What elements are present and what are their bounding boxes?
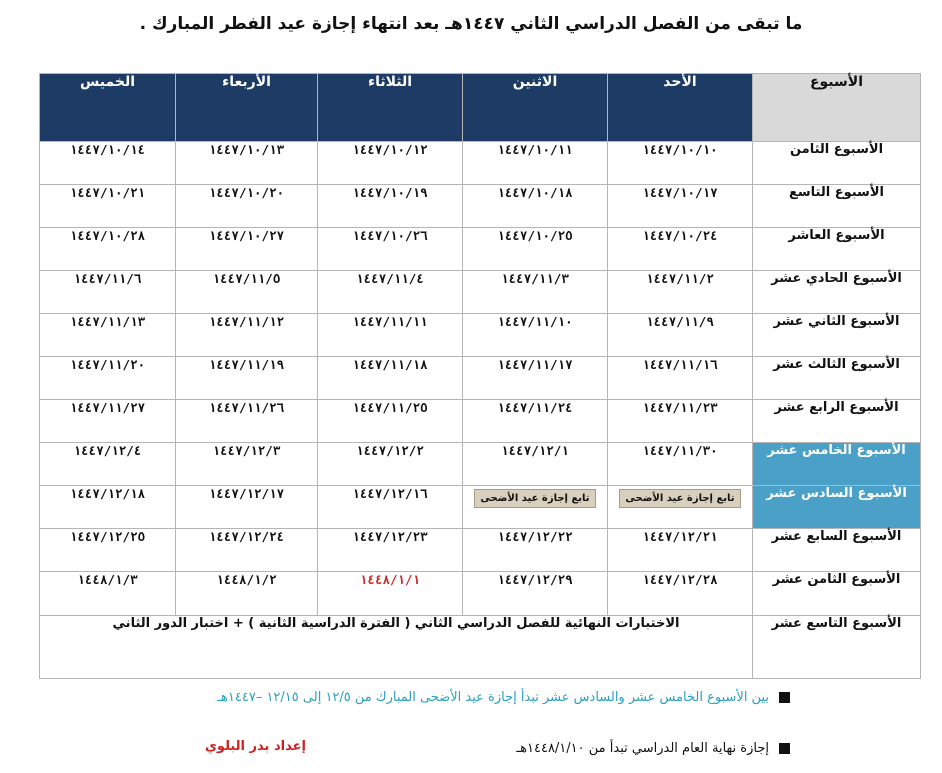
- table-row: [40, 486, 921, 529]
- date-cell: ١٤٤٧/١٠/٢١: [40, 185, 176, 228]
- final-exams-cell: الاختبارات النهائية للفصل الدراسي الثاني ( الفترة الدراسية الثانية ) + اختبار الدور الثاني: [40, 615, 753, 678]
- date-cell: ١٤٤٧/١١/٤: [318, 271, 463, 314]
- table-row: [40, 314, 921, 357]
- date-cell: ١٤٤٧/١١/٢٥: [318, 400, 463, 443]
- header-tuesday: الثلاثاء: [318, 74, 463, 142]
- week-label-highlighted: الأسبوع السادس عشر: [753, 486, 921, 529]
- holiday-note-cell: [463, 486, 608, 529]
- table-row: [40, 572, 921, 615]
- date-cell: ١٤٤٧/١٢/٢٨: [608, 572, 753, 615]
- bullet-text: إجازة نهاية العام الدراسي تبدأ من ١٤٤٨/١/١٠هـ: [516, 741, 769, 756]
- date-cell-new-year: ١٤٤٨/١/١: [318, 572, 463, 615]
- date-cell: ١٤٤٧/١٢/٢٣: [318, 529, 463, 572]
- week-label: الأسبوع الثامن: [753, 142, 921, 185]
- header-thursday: الخميس: [40, 74, 176, 142]
- date-cell: ١٤٤٧/١٢/٢: [318, 443, 463, 486]
- table-row: [40, 400, 921, 443]
- week-label: الأسبوع الثاني عشر: [753, 314, 921, 357]
- date-cell: ١٤٤٧/١١/١٧: [463, 357, 608, 400]
- date-cell: ١٤٤٧/١١/١١: [318, 314, 463, 357]
- bullet-eid-holiday: [217, 690, 790, 705]
- date-cell: ١٤٤٧/١٠/١٩: [318, 185, 463, 228]
- bullet-square-icon: [779, 743, 790, 754]
- date-cell: ١٤٤٧/١١/٦: [40, 271, 176, 314]
- date-cell: ١٤٤٧/١٠/١٨: [463, 185, 608, 228]
- author-credit: إعداد بدر البلوي: [205, 739, 306, 754]
- date-cell: ١٤٤٧/١٢/١: [463, 443, 608, 486]
- bullet-text: بين الأسبوع الخامس عشر والسادس عشر تبدأ إجازة عيد الأضحى المبارك من ١٢/٥ إلى ١٢/١٥ –١٤٤٧هـ: [217, 690, 769, 705]
- date-cell: ١٤٤٧/١٠/٢٠: [176, 185, 318, 228]
- date-cell: ١٤٤٧/١٠/١٠: [608, 142, 753, 185]
- table-row: [40, 228, 921, 271]
- date-cell: ١٤٤٧/١١/١٢: [176, 314, 318, 357]
- date-cell: ١٤٤٧/١٠/٢٧: [176, 228, 318, 271]
- week-label: الأسبوع الحادي عشر: [753, 271, 921, 314]
- page-title: ما تبقى من الفصل الدراسي الثاني ١٤٤٧هـ بعد انتهاء إجازة عيد الفطر المبارك .: [139, 14, 803, 34]
- date-cell: ١٤٤٧/١٠/١٧: [608, 185, 753, 228]
- date-cell: ١٤٤٧/١٠/١١: [463, 142, 608, 185]
- date-cell: ١٤٤٧/١٢/١٧: [176, 486, 318, 529]
- date-cell: ١٤٤٧/١١/١٣: [40, 314, 176, 357]
- holiday-note: تابع إجازة عيد الأضحى: [619, 489, 741, 508]
- table-row: [40, 271, 921, 314]
- table-row: [40, 443, 921, 486]
- header-monday: الاثنين: [463, 74, 608, 142]
- date-cell: ١٤٤٧/١١/٢٣: [608, 400, 753, 443]
- date-cell: ١٤٤٧/١١/٣٠: [608, 443, 753, 486]
- header-wednesday: الأربعاء: [176, 74, 318, 142]
- date-cell: ١٤٤٧/١٢/١٨: [40, 486, 176, 529]
- holiday-note: تابع إجازة عيد الأضحى: [474, 489, 596, 508]
- date-cell: ١٤٤٧/١١/١٩: [176, 357, 318, 400]
- date-cell: ١٤٤٧/١٠/٢٤: [608, 228, 753, 271]
- week-label: الأسبوع التاسع عشر: [753, 615, 921, 678]
- date-cell: ١٤٤٧/١٠/٢٦: [318, 228, 463, 271]
- header-row: [40, 74, 921, 142]
- date-cell: ١٤٤٧/١١/٩: [608, 314, 753, 357]
- date-cell: ١٤٤٧/١٠/٢٨: [40, 228, 176, 271]
- holiday-note-cell: [608, 486, 753, 529]
- date-cell: ١٤٤٧/١٢/٤: [40, 443, 176, 486]
- date-cell: ١٤٤٧/١١/٢٤: [463, 400, 608, 443]
- week-label: الأسبوع التاسع: [753, 185, 921, 228]
- table-row: [40, 142, 921, 185]
- bullet-square-icon: [779, 692, 790, 703]
- date-cell: ١٤٤٧/١١/٢٧: [40, 400, 176, 443]
- date-cell: ١٤٤٧/١٢/٢١: [608, 529, 753, 572]
- date-cell: ١٤٤٧/١١/٢٠: [40, 357, 176, 400]
- date-cell: ١٤٤٧/١١/٥: [176, 271, 318, 314]
- date-cell: ١٤٤٧/١١/٢٦: [176, 400, 318, 443]
- bullet-year-end-holiday: [516, 741, 790, 756]
- date-cell: ١٤٤٧/١٢/٢٩: [463, 572, 608, 615]
- date-cell: ١٤٤٧/١٢/٢٢: [463, 529, 608, 572]
- week-label: الأسبوع السابع عشر: [753, 529, 921, 572]
- date-cell: ١٤٤٧/١١/٣: [463, 271, 608, 314]
- header-week: الأسبوع: [753, 74, 921, 142]
- week-label: الأسبوع الثامن عشر: [753, 572, 921, 615]
- header-sunday: الأحد: [608, 74, 753, 142]
- date-cell: ١٤٤٨/١/٢: [176, 572, 318, 615]
- date-cell: ١٤٤٧/١٢/٢٥: [40, 529, 176, 572]
- table-row: [40, 185, 921, 228]
- date-cell: ١٤٤٧/١١/١٠: [463, 314, 608, 357]
- schedule-table: [39, 73, 921, 679]
- date-cell: ١٤٤٧/١١/١٦: [608, 357, 753, 400]
- date-cell: ١٤٤٧/١٢/٢٤: [176, 529, 318, 572]
- week-label-highlighted: الأسبوع الخامس عشر: [753, 443, 921, 486]
- date-cell: ١٤٤٧/١٠/١٢: [318, 142, 463, 185]
- date-cell: ١٤٤٧/١١/١٨: [318, 357, 463, 400]
- date-cell: ١٤٤٧/١٢/٣: [176, 443, 318, 486]
- date-cell: ١٤٤٧/١٠/١٤: [40, 142, 176, 185]
- date-cell: ١٤٤٧/١٠/٢٥: [463, 228, 608, 271]
- date-cell: ١٤٤٧/١٢/١٦: [318, 486, 463, 529]
- date-cell: ١٤٤٧/١٠/١٣: [176, 142, 318, 185]
- week-label: الأسبوع العاشر: [753, 228, 921, 271]
- date-cell: ١٤٤٧/١١/٢: [608, 271, 753, 314]
- date-cell: ١٤٤٨/١/٣: [40, 572, 176, 615]
- week-label: الأسبوع الرابع عشر: [753, 400, 921, 443]
- table-row: [40, 615, 921, 678]
- table-row: [40, 529, 921, 572]
- table-row: [40, 357, 921, 400]
- week-label: الأسبوع الثالث عشر: [753, 357, 921, 400]
